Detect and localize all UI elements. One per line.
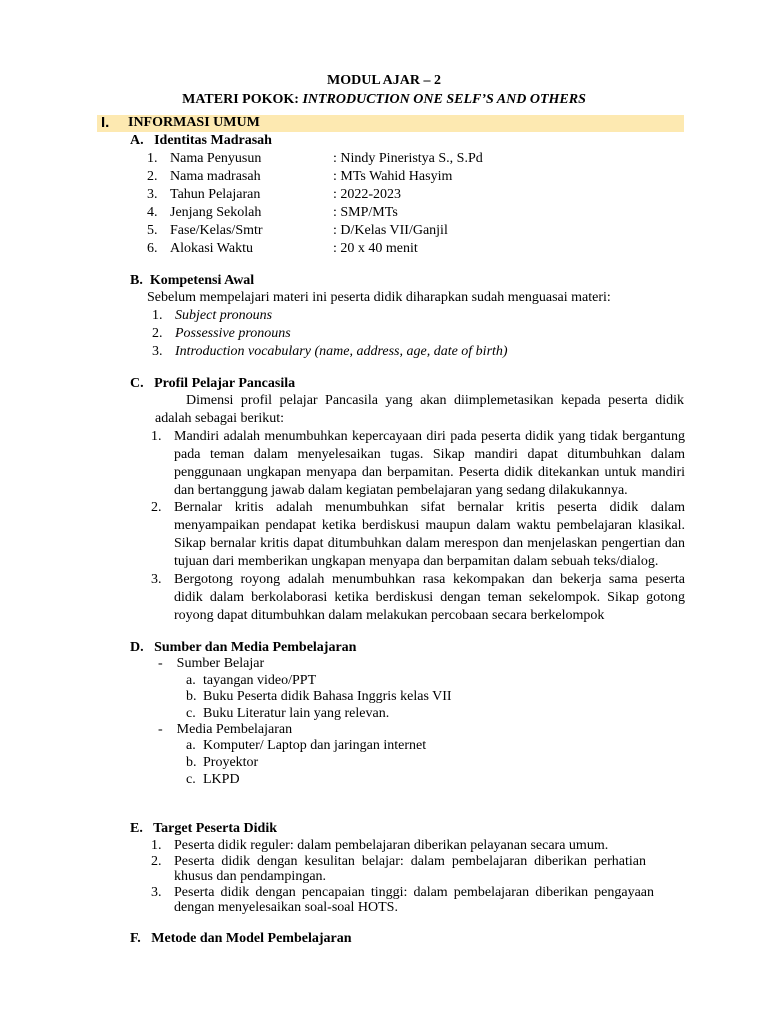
profil-line: Bergotong royong adalah menumbuhkan rasa kekompakan dan bekerja sama peserta <box>174 572 685 587</box>
media-letter: a. <box>186 738 196 753</box>
sumber-letter: a. <box>186 673 196 688</box>
profil-line: pada teman dalam menyelesaikan tugas. Sikap mandiri dapat ditumbuhkan dalam <box>174 447 685 462</box>
profil-line: tujuan dari memberikan ungkapan menyapa dan berpamitan dalam sebuah teks/dialog. <box>174 554 659 569</box>
kompetensi-heading: B. Kompetensi Awal <box>130 273 255 288</box>
sumber-text: Buku Literatur lain yang relevan. <box>203 706 390 721</box>
media-pembelajaran-label: - Media Pembelajaran <box>158 722 293 737</box>
identitas-number: 1. <box>147 151 158 166</box>
section-title: INFORMASI UMUM <box>128 115 260 130</box>
media-text: Proyektor <box>203 755 259 770</box>
identitas-heading: A. Identitas Madrasah <box>130 133 272 148</box>
profil-line: dan bertanggung jawab dalam kegiatan pembelajaran yang sedang dilakukannya. <box>174 483 628 498</box>
profil-line: penggunaan ungkapan menyapa dan berpamitan. Peserta didik ditekankan untuk mandiri <box>174 465 685 480</box>
sumber-belajar-label: - Sumber Belajar <box>158 656 265 671</box>
media-letter: b. <box>186 755 197 770</box>
material-title <box>0 92 768 108</box>
kompetensi-text: Introduction vocabulary (name, address, age, date of birth) <box>175 344 508 359</box>
profil-line: didik dalam berkolaborasi ketika berdiskusi dengan teman sekelompok. Sikap gotong <box>174 590 685 605</box>
media-letter: c. <box>186 772 196 787</box>
identitas-label: Nama madrasah <box>170 169 261 184</box>
identitas-label: Nama Penyusun <box>170 151 262 166</box>
sumber-heading: D. Sumber dan Media Pembelajaran <box>130 640 357 655</box>
target-line: khusus dan pendampingan. <box>174 869 327 884</box>
identitas-label: Tahun Pelajaran <box>170 187 261 202</box>
target-heading: E. Target Peserta Didik <box>130 821 277 836</box>
sumber-letter: b. <box>186 689 197 704</box>
identitas-value: : D/Kelas VII/Ganjil <box>333 223 448 238</box>
module-title: MODUL AJAR – 2 <box>327 73 441 88</box>
identitas-value: : 2022-2023 <box>333 187 402 202</box>
target-number: 1. <box>151 838 162 853</box>
profil-intro: Dimensi profil pelajar Pancasila yang akan diimplemetasikan kepada peserta didik <box>186 393 684 408</box>
target-line: Peserta didik reguler: dalam pembelajaran diberikan pelayanan secara umum. <box>174 838 609 853</box>
kompetensi-number: 2. <box>152 326 163 341</box>
sumber-text: Buku Peserta didik Bahasa Inggris kelas VII <box>203 689 452 704</box>
profil-intro-cont: adalah sebagai berikut: <box>155 411 285 426</box>
target-line: Peserta didik dengan kesulitan belajar: dalam pembelajaran diberikan perhatian <box>174 854 646 869</box>
identitas-number: 2. <box>147 169 158 184</box>
profil-heading: C. Profil Pelajar Pancasila <box>130 376 296 391</box>
identitas-number: 6. <box>147 241 158 256</box>
media-text: Komputer/ Laptop dan jaringan internet <box>203 738 427 753</box>
profil-number: 3. <box>151 572 162 587</box>
identitas-value: : SMP/MTs <box>333 205 398 220</box>
identitas-value: : 20 x 40 menit <box>333 241 418 256</box>
identitas-label: Alokasi Waktu <box>170 241 253 256</box>
identitas-number: 3. <box>147 187 158 202</box>
identitas-label: Jenjang Sekolah <box>170 205 262 220</box>
kompetensi-text: Possessive pronouns <box>175 326 291 341</box>
target-number: 2. <box>151 854 162 869</box>
profil-number: 1. <box>151 429 162 444</box>
kompetensi-number: 1. <box>152 308 163 323</box>
target-number: 3. <box>151 885 162 900</box>
identitas-label: Fase/Kelas/Smtr <box>170 223 263 238</box>
profil-line: Sikap bernalar kritis dapat ditumbuhkan dalam merespon dan menjelaskan pengertian dan <box>174 536 685 551</box>
profil-line: royong dapat ditumbuhkan dalam melakukan percobaan secara berkelompok <box>174 608 605 623</box>
sumber-text: tayangan video/PPT <box>203 673 317 688</box>
kompetensi-number: 3. <box>152 344 163 359</box>
sumber-letter: c. <box>186 706 196 721</box>
profil-number: 2. <box>151 500 162 515</box>
kompetensi-intro: Sebelum mempelajari materi ini peserta didik diharapkan sudah menguasai materi: <box>147 290 611 305</box>
target-line: Peserta didik dengan pencapaian tinggi: dalam pembelajaran diberikan pengayaan <box>174 885 654 900</box>
identitas-value: : Nindy Pineristya S., S.Pd <box>333 151 483 166</box>
target-line: dengan menyelesaikan soal-soal HOTS. <box>174 900 398 915</box>
material-title-topic: INTRODUCTION ONE SELF’S AND OTHERS <box>302 92 586 107</box>
profil-line: menyampaikan pendapat ketika berdiskusi maupun dalam waktu pembelajaran klasikal. <box>174 518 685 533</box>
section-number: I. <box>101 114 110 131</box>
metode-heading: F. Metode dan Model Pembelajaran <box>130 931 352 946</box>
identitas-number: 4. <box>147 205 158 220</box>
profil-line: Bernalar kritis adalah menumbuhkan sifat bernalar kritis peserta didik dalam <box>174 500 685 515</box>
profil-line: Mandiri adalah menumbuhkan kepercayaan diri pada peserta didik yang tidak bergantung <box>174 429 685 444</box>
identitas-value: : MTs Wahid Hasyim <box>333 169 453 184</box>
identitas-number: 5. <box>147 223 158 238</box>
kompetensi-text: Subject pronouns <box>175 308 273 323</box>
material-title-prefix: MATERI POKOK: <box>182 92 303 107</box>
media-text: LKPD <box>203 772 240 787</box>
